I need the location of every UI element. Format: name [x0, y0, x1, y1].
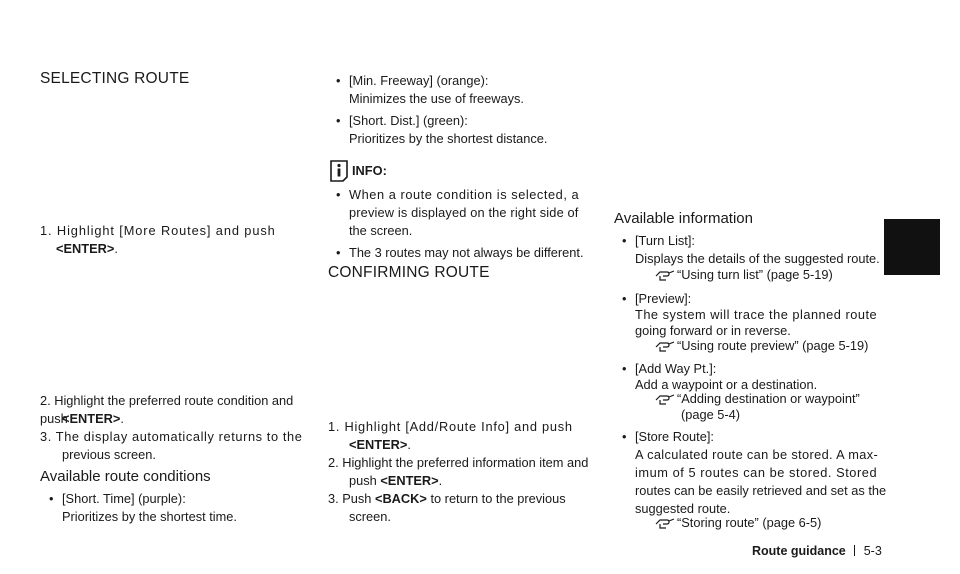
info-item-description-line-2: going forward or in reverse. [635, 323, 791, 338]
reference-pointer-icon [655, 338, 675, 352]
bullet: • [336, 245, 341, 260]
info-note-2-text: The 3 routes may not always be different. [349, 245, 584, 260]
section-title-selecting-route: SELECTING ROUTE [40, 70, 190, 87]
condition-description: Prioritizes by the shortest time. [62, 509, 237, 524]
step-2-period: . [120, 411, 124, 426]
enter-key-label: <ENTER> [349, 437, 408, 452]
condition-short-dist [336, 112, 468, 130]
step-3-line-2: previous screen. [62, 447, 156, 462]
condition-description: Prioritizes by the shortest distance. [349, 131, 548, 146]
info-note-2 [336, 244, 584, 262]
footer-page-number: 5-3 [863, 544, 882, 558]
reference-turn-list [655, 266, 833, 284]
reference-route-preview [655, 337, 868, 355]
confirm-step-3-line-1 [328, 490, 592, 508]
chapter-thumb-tab [884, 219, 940, 275]
info-item-description-line-3: routes can be easily retrieved and set as the [635, 483, 887, 498]
reference-storing-route [655, 514, 821, 532]
condition-label: [Short. Dist.] (green): [349, 113, 468, 128]
step-1-text: 1. Highlight [More Routes] and push [40, 223, 276, 238]
reference-text: “Adding destination or waypoint” [677, 391, 860, 406]
info-item-description: Displays the details of the suggested route. [635, 251, 880, 266]
condition-short-time [49, 490, 186, 508]
info-icon [330, 160, 348, 182]
info-item-label: [Add Way Pt.]: [635, 361, 717, 376]
bullet: • [336, 113, 341, 128]
condition-min-freeway [336, 72, 489, 90]
footer-section: Route guidance [752, 544, 846, 558]
subsection-title-available-information: Available information [614, 210, 753, 227]
info-item-label: [Turn List]: [635, 233, 695, 248]
section-title-confirming-route: CONFIRMING ROUTE [328, 264, 490, 281]
info-item-description: Add a waypoint or a destination. [635, 377, 818, 392]
reference-page: (page 5-4) [681, 407, 741, 422]
bullet: • [336, 187, 342, 202]
step-1-key-line [56, 240, 118, 258]
page-footer [752, 544, 882, 558]
step-1-period: . [114, 241, 118, 256]
step-3-line-1: 3. The display automatically returns to the [40, 429, 303, 444]
info-note-1-line-1: When a route condition is selected, a [349, 187, 580, 202]
subsection-title-route-conditions: Available route conditions [40, 468, 211, 485]
reference-text: “Using turn list” (page 5-19) [677, 267, 833, 282]
info-label: INFO: [352, 163, 387, 178]
reference-pointer-icon [655, 267, 675, 281]
enter-key-label: <ENTER> [380, 473, 439, 488]
footer-separator [854, 545, 855, 556]
reference-pointer-icon [655, 515, 675, 529]
confirm-step-1 [328, 418, 592, 436]
confirm-step-3-line-2: screen. [349, 509, 391, 524]
info-item-label: [Preview]: [635, 291, 692, 306]
back-key-label: <BACK> [374, 491, 427, 506]
info-note-1 [336, 186, 589, 204]
reference-pointer-icon [655, 391, 675, 405]
step-1-more-routes [40, 222, 310, 240]
bullet: • [622, 233, 627, 248]
step-2-key-line [62, 410, 124, 428]
condition-label: [Short. Time] (purple): [62, 491, 186, 506]
bullet: • [336, 73, 341, 88]
info-item-label: [Store Route]: [635, 429, 714, 444]
info-item-description-line-1: A calculated route can be stored. A max- [635, 447, 879, 462]
confirm-step-3-push: 3. Push [328, 491, 372, 506]
bullet: • [49, 491, 54, 506]
info-item-store-route [622, 428, 714, 446]
enter-key-label: <ENTER> [56, 241, 115, 256]
enter-key-label: <ENTER> [62, 411, 121, 426]
bullet: • [622, 429, 627, 444]
condition-label: [Min. Freeway] (orange): [349, 73, 489, 88]
step-2-text: 2. Highlight the preferred route condition and push [40, 393, 294, 426]
info-item-description-line-1: The system will trace the planned route [635, 307, 878, 322]
confirm-step-1-period: . [407, 437, 411, 452]
confirm-step-3-rest: to return to the previous [430, 491, 566, 506]
bullet: • [622, 291, 627, 306]
info-note-1-line-3: the screen. [349, 223, 413, 238]
reference-text: “Storing route” (page 6-5) [677, 515, 822, 530]
confirm-step-1-key-line [349, 436, 411, 454]
reference-text: “Using route preview” (page 5-19) [677, 338, 869, 353]
condition-description: Minimizes the use of freeways. [349, 91, 524, 106]
confirm-step-1-text: 1. Highlight [Add/Route Info] and push [328, 419, 573, 434]
confirm-step-2-line-1: 2. Highlight the preferred information item and [328, 455, 589, 470]
confirm-step-2-line-2 [349, 472, 442, 490]
confirm-step-2-push: push [349, 473, 377, 488]
info-item-description-line-2: imum of 5 routes can be stored. Stored [635, 465, 878, 480]
info-item-turn-list [622, 232, 695, 250]
confirm-step-2-period: . [438, 473, 443, 488]
bullet: • [622, 361, 627, 376]
info-item-description-line-4: suggested route. [635, 501, 731, 516]
info-note-1-line-2: preview is displayed on the right side of [349, 205, 579, 220]
